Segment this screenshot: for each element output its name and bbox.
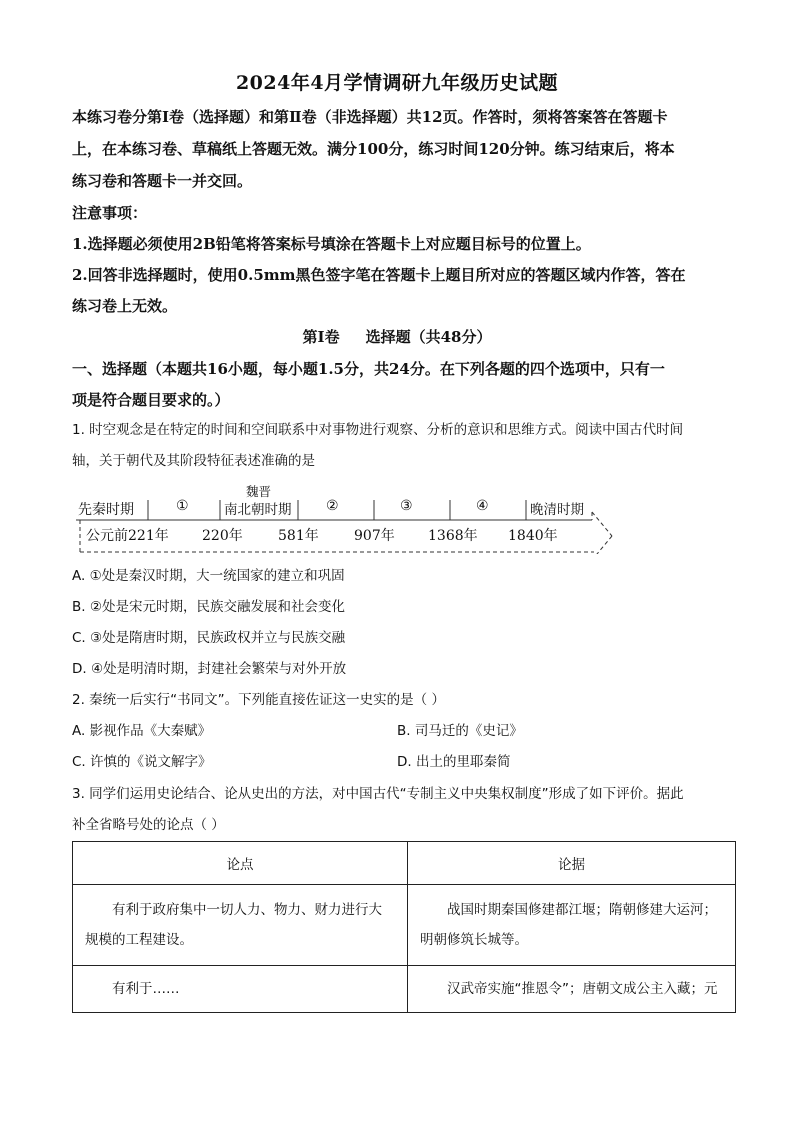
- timeline-period-4: ④: [476, 498, 489, 514]
- section-name: 选择题（共48分）: [365, 328, 492, 346]
- notice-item-1: 1.选择题必须使用2B铅笔将答案标号填涂在答题卡上对应题目标号的位置上。: [72, 235, 591, 253]
- page-title: 2024年4月学情调研九年级历史试题: [235, 72, 559, 94]
- table-cell-argument: 有利于……: [73, 966, 408, 1013]
- table-cell-evidence: 战国时期秦国修建都江堰；隋朝修建大运河；明朝修筑长城等。: [408, 885, 736, 966]
- timeline-period-2: ②: [326, 498, 339, 514]
- timeline-period-3: ③: [400, 498, 413, 514]
- table-row: [73, 885, 736, 966]
- section-one-line-2: 项是符合题目要求的。）: [72, 391, 230, 409]
- q1-option-b: B. ②处是宋元时期，民族交融发展和社会变化: [72, 599, 345, 615]
- section-part: 第Ⅰ卷: [302, 328, 340, 346]
- timeline-date-907: 907年: [354, 528, 395, 544]
- q2-option-b: B. 司马迁的《史记》: [397, 723, 523, 739]
- timeline-date-1840: 1840年: [508, 528, 558, 544]
- timeline-date-1368: 1368年: [428, 528, 478, 544]
- intro-line-1: 本练习卷分第Ⅰ卷（选择题）和第Ⅱ卷（非选择题）共12页。作答时，须将答案答在答题卡: [72, 108, 668, 126]
- timeline-period-1: ①: [176, 498, 189, 514]
- section-one-line-1: 一、选择题（本题共16小题，每小题1.5分，共24分。在下列各题的四个选项中，只有一: [72, 360, 665, 378]
- table-header-argument: 论点: [73, 842, 408, 885]
- timeline-period-northern-southern: 南北朝时期: [224, 502, 292, 518]
- table-header-row: [73, 842, 736, 885]
- section-heading: [0, 324, 794, 350]
- table-header-evidence: 论据: [408, 842, 736, 885]
- table-cell-evidence: 汉武帝实施“推恩令”；唐朝文成公主入藏；元: [408, 966, 736, 1013]
- q3-stem-line-1: 3. 同学们运用史论结合、论从史出的方法，对中国古代“专制主义中央集权制度”形成了如下评价。据此: [72, 786, 684, 802]
- q1-option-c: C. ③处是隋唐时期，民族政权并立与民族交融: [72, 630, 346, 646]
- q1-option-d: D. ④处是明清时期，封建社会繁荣与对外开放: [72, 661, 347, 677]
- notice-item-2-line-1: 2.回答非选择题时，使用0.5mm黑色签字笔在答题卡上题目所对应的答题区域内作答，答在: [72, 266, 686, 284]
- intro-line-3: 练习卷和答题卡一并交回。: [72, 172, 253, 190]
- q2-option-c: C. 许慎的《说文解字》: [72, 754, 212, 770]
- timeline-date-221bc: 公元前221年: [86, 528, 169, 544]
- timeline-period-late-qing: 晚清时期: [530, 502, 584, 518]
- timeline-period-pre-qin: 先秦时期: [78, 502, 134, 518]
- q2-option-a: A. 影视作品《大秦赋》: [72, 723, 212, 739]
- q1-stem-line-2: 轴，关于朝代及其阶段特征表述准确的是: [72, 453, 315, 469]
- table-cell-argument: 有利于政府集中一切人力、物力、财力进行大规模的工程建设。: [73, 885, 408, 966]
- notice-heading: 注意事项：: [72, 204, 148, 222]
- table-row: [73, 966, 736, 1013]
- timeline-date-581: 581年: [278, 528, 319, 544]
- q1-stem-line-1: 1. 时空观念是在特定的时间和空间联系中对事物进行观察、分析的意识和思维方式。阅读中国古代时间: [72, 422, 684, 438]
- q3-stem-line-2: 补全省略号处的论点（ ）: [72, 817, 225, 833]
- q1-timeline: [72, 482, 622, 554]
- q2-option-d: D. 出土的里耶秦简: [397, 754, 511, 770]
- q1-option-a: A. ①处是秦汉时期，大一统国家的建立和巩固: [72, 568, 345, 584]
- timeline-period-wei-jin: 魏晋: [246, 484, 272, 499]
- timeline-date-220: 220年: [202, 528, 243, 544]
- intro-line-2: 上，在本练习卷、草稿纸上答题无效。满分100分，练习时间120分钟。练习结束后，将本: [72, 140, 675, 158]
- q2-stem: 2. 秦统一后实行“书同文”。下列能直接佐证这一史实的是（ ）: [72, 692, 445, 708]
- notice-item-2-line-2: 练习卷上无效。: [72, 297, 178, 315]
- q3-table: [72, 841, 736, 1013]
